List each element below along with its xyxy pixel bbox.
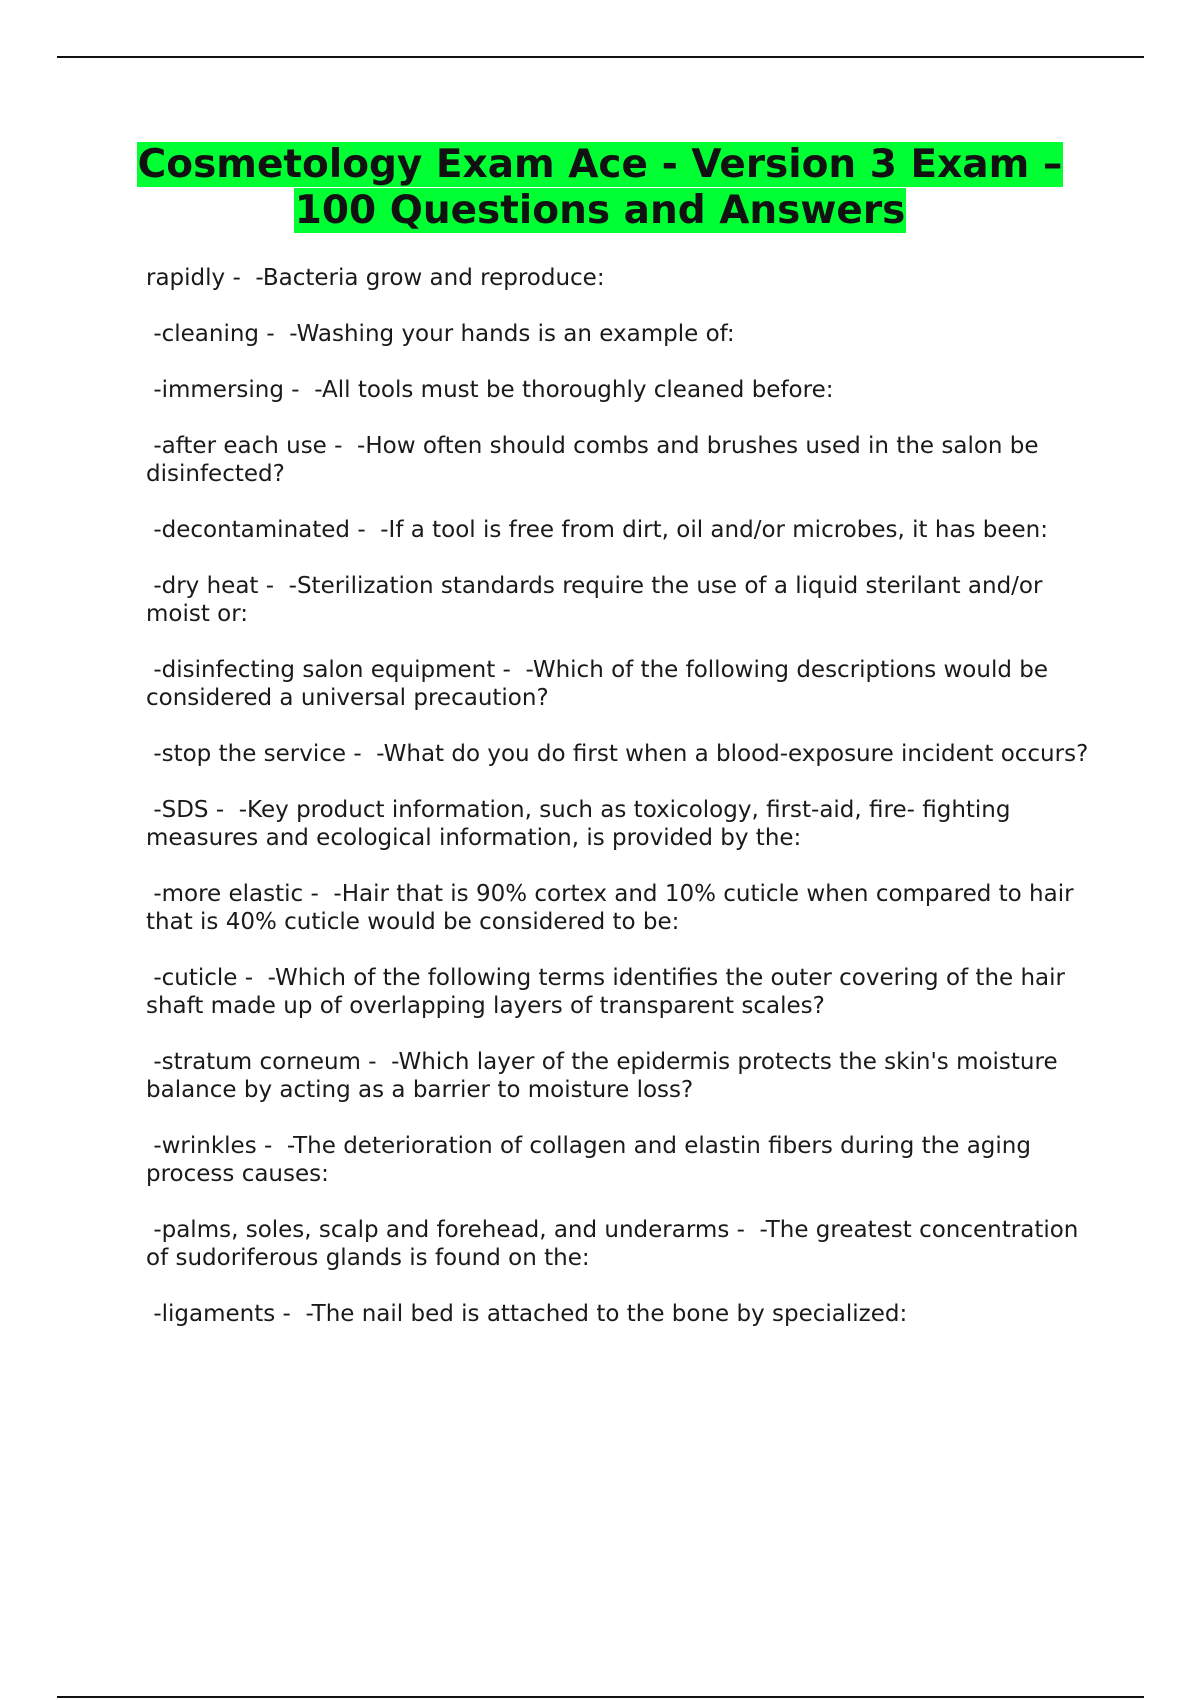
qa-item: -more elastic - -Hair that is 90% cortex and 10% cuticle when compared to hair that is 40% cuticle would be considered to be: [146,881,1081,935]
qa-item: -wrinkles - -The deterioration of collagen and elastin fibers during the aging process causes: [146,1133,1039,1187]
qa-item: -stratum corneum - -Which layer of the epidermis protects the skin's moisture balance by acting as a barrier to moisture loss? [146,1049,1065,1103]
qa-item: -palms, soles, scalp and forehead, and underarms - -The greatest concentration of sudoriferous glands is found on the: [146,1217,1086,1271]
qa-item: -decontaminated - -If a tool is free from dirt, oil and/or microbes, it has been: [146,517,1049,543]
qa-item: -dry heat - -Sterilization standards require the use of a liquid sterilant and/or moist or: [146,573,1050,627]
title-block [120,142,1080,234]
title-highlight: Cosmetology Exam Ace - Version 3 Exam – 100 Questions and Answers [137,142,1063,233]
header-rule [57,56,1144,58]
qa-item: -immersing - -All tools must be thoroughly cleaned before: [146,377,834,403]
qa-list [146,264,1096,1356]
qa-item: -stop the service - -What do you do first when a blood-exposure incident occurs? [146,741,1089,767]
qa-item: -cuticle - -Which of the following terms identifies the outer covering of the hair shaft made up of overlapping layers of transparent scales? [146,965,1073,1019]
qa-item: -disinfecting salon equipment - -Which of the following descriptions would be considered a universal precaution? [146,657,1056,711]
qa-item: -ligaments - -The nail bed is attached to the bone by specialized: [146,1301,908,1327]
footer-rule [57,1696,1144,1698]
qa-item: rapidly - -Bacteria grow and reproduce: [146,265,605,291]
qa-item: -SDS - -Key product information, such as toxicology, first-aid, fire- fighting measures and ecological information, is provided by the: [146,797,1018,851]
page-title [120,142,1080,234]
qa-item: -after each use - -How often should combs and brushes used in the salon be disinfected? [146,433,1046,487]
qa-item: -cleaning - -Washing your hands is an example of: [146,321,735,347]
